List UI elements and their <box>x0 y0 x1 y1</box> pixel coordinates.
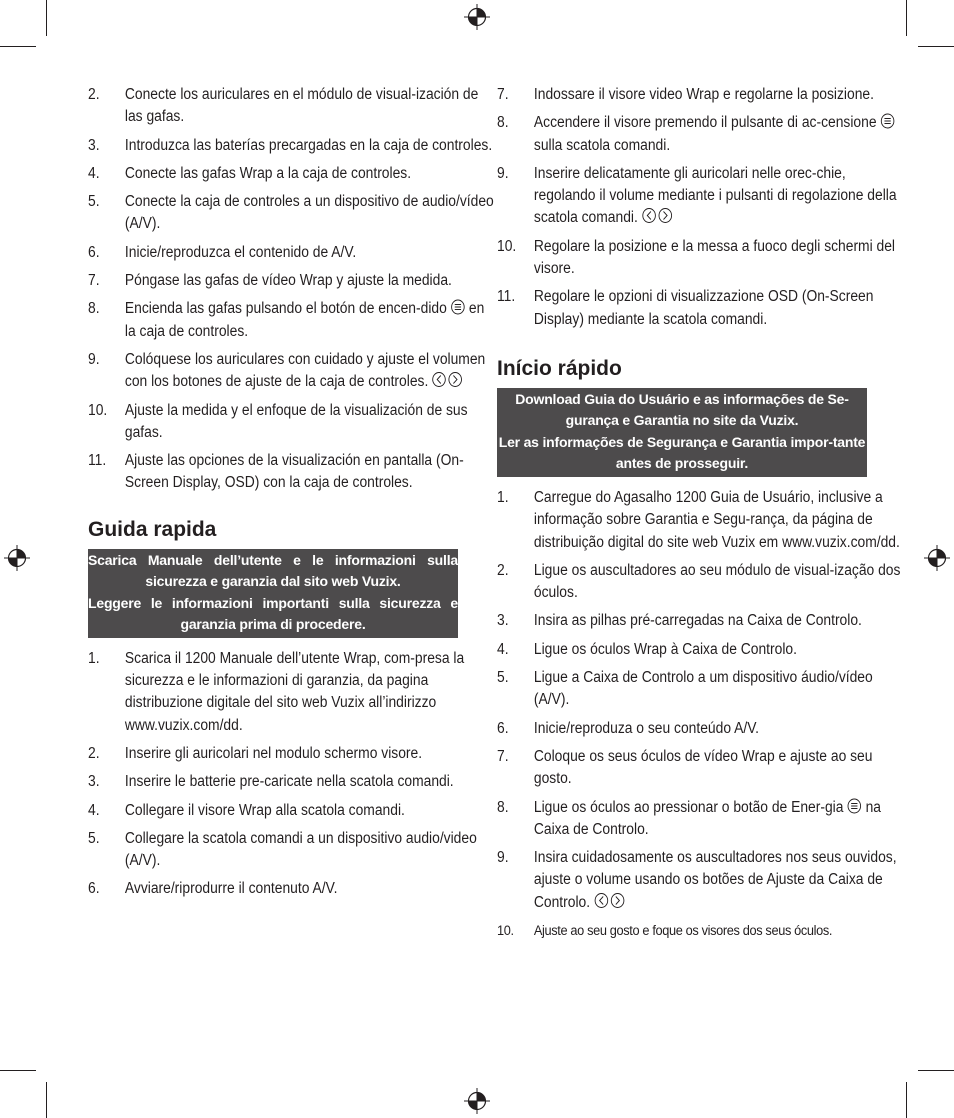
list-item: 2. Ligue os auscultadores ao seu módulo de visual-ização dos óculos. <box>497 561 901 602</box>
list-item: 3. Inserire le batterie pre-caricate nella scatola comandi. <box>88 773 454 791</box>
list-item: 2. Conecte los auriculares en el módulo de visual-ización de las gafas. <box>88 86 479 126</box>
list-item: 1. Carregue do Agasalho 1200 Guia de Usuário, inclusive a informação sobre Garantia e Segu-rança, da página de distribuição digital do site web Vuzix em www.vuzix.com/dd. <box>497 488 900 551</box>
list-item: 8. Ligue os óculos ao pressionar o botão de Ener-gia na Caixa de Controlo. <box>497 798 881 838</box>
italian-steps <box>88 648 477 901</box>
list-item: 10. Ajuste la medida y el enfoque de la visualización de sus gafas. <box>88 401 468 441</box>
right-column <box>497 84 901 948</box>
volume-buttons-icon <box>642 207 674 224</box>
left-column <box>88 84 494 907</box>
registration-mark-icon <box>924 545 950 571</box>
power-button-icon <box>847 798 861 814</box>
list-item: 7. Póngase las gafas de vídeo Wrap y ajuste la medida. <box>88 272 452 290</box>
list-item: 6. Inicie/reproduza o seu conteúdo A/V. <box>497 719 760 737</box>
list-item: 9. Inserire delicatamente gli auricolari nelle orec-chie, regolando il volume mediante i pulsanti di regolazione della scatola comandi. <box>497 164 897 227</box>
list-item: 3. Introduzca las baterías precargadas en la caja de controles. <box>88 136 493 154</box>
crop-mark <box>46 0 47 36</box>
power-button-icon <box>880 113 894 129</box>
notice-box: Download Guia do Usuário e as informações de Se-gurança e Garantia no site da Vuzix. Ler as informações de Segurança e Garantia impor-tante antes de prosseguir. <box>497 388 867 477</box>
list-item: 5. Conecte la caja de controles a un dispositivo de audio/vídeo (A/V). <box>88 193 494 233</box>
list-item: 1. Scarica il 1200 Manuale dell’utente Wrap, com-presa la sicurezza e le informazioni di garanzia, da pagina distribuzione digitale del sito web Vuzix all’indirizzo www.vuzix.com/dd. <box>88 649 465 734</box>
spanish-steps <box>88 84 494 495</box>
portuguese-steps <box>497 487 901 942</box>
list-item: 4. Collegare il visore Wrap alla scatola comandi. <box>88 801 405 819</box>
registration-mark-icon <box>464 1088 490 1114</box>
list-item: 6. Inicie/reproduzca el contenido de A/V. <box>88 243 357 261</box>
crop-mark <box>906 1082 907 1118</box>
list-item: 4. Ligue os óculos Wrap à Caixa de Controlo. <box>497 640 797 658</box>
volume-buttons-icon <box>432 371 464 388</box>
list-item: 8. Accendere il visore premendo il pulsante di ac-censione sulla scatola comandi. <box>497 112 904 157</box>
list-item: 11. Ajuste las opciones de la visualización en pantalla (On-Screen Display, OSD) con la caja de controles. <box>88 452 464 492</box>
list-item: 3. Insira as pilhas pré-carregadas na Caixa de Controlo. <box>497 612 862 630</box>
section-heading: Início rápido <box>497 356 622 380</box>
italian-steps-continued <box>497 84 897 331</box>
list-item: 8. Encienda las gafas pulsando el botón de encen-dido en la caja de controles. <box>88 300 485 340</box>
power-button-icon <box>451 299 465 315</box>
registration-mark-icon <box>464 4 490 30</box>
list-item: 9. Insira cuidadosamente os auscultadores nos seus ouvidos, ajuste o volume usando os botões de Ajuste da Caixa de Controlo. <box>497 849 897 911</box>
list-item: 10. Regolare la posizione e la messa a fuoco degli schermi del visore. <box>497 237 896 278</box>
crop-mark <box>0 1070 36 1071</box>
list-item: 10. Ajuste ao seu gosto e foque os visores dos seus óculos. <box>497 923 833 940</box>
section-heading: Guida rapida <box>88 517 217 541</box>
volume-buttons-icon <box>594 892 626 909</box>
crop-mark <box>918 1070 954 1071</box>
list-item: 7. Coloque os seus óculos de vídeo Wrap e ajuste ao seu gosto. <box>497 747 873 788</box>
list-item: 2. Inserire gli auricolari nel modulo schermo visore. <box>88 744 423 762</box>
list-item: 4. Conecte las gafas Wrap a la caja de controles. <box>88 164 412 182</box>
crop-mark <box>906 0 907 36</box>
list-item: 9. Colóquese los auriculares con cuidado y ajuste el volumen con los botones de ajuste de la caja de controles. <box>88 350 486 391</box>
list-item: 6. Avviare/riprodurre il contenuto A/V. <box>88 880 338 898</box>
crop-mark <box>0 46 36 47</box>
notice-box: Scarica Manuale dell’utente e le informazioni sulla sicurezza e garanzia dal sito web Vuzix. Leggere le informazioni importanti sulla sicurezza e garanzia prima di procedere. <box>88 549 458 638</box>
list-item: 5. Collegare la scatola comandi a un dispositivo audio/video (A/V). <box>88 829 477 870</box>
list-item: 11. Regolare le opzioni di visualizzazione OSD (On-Screen Display) mediante la scatola comandi. <box>497 288 874 328</box>
list-item: 7. Indossare il visore video Wrap e regolarne la posizione. <box>497 86 874 103</box>
list-item: 5. Ligue a Caixa de Controlo a um dispositivo áudio/vídeo (A/V). <box>497 669 873 709</box>
registration-mark-icon <box>4 545 30 571</box>
crop-mark <box>918 46 954 47</box>
crop-mark <box>46 1082 47 1118</box>
